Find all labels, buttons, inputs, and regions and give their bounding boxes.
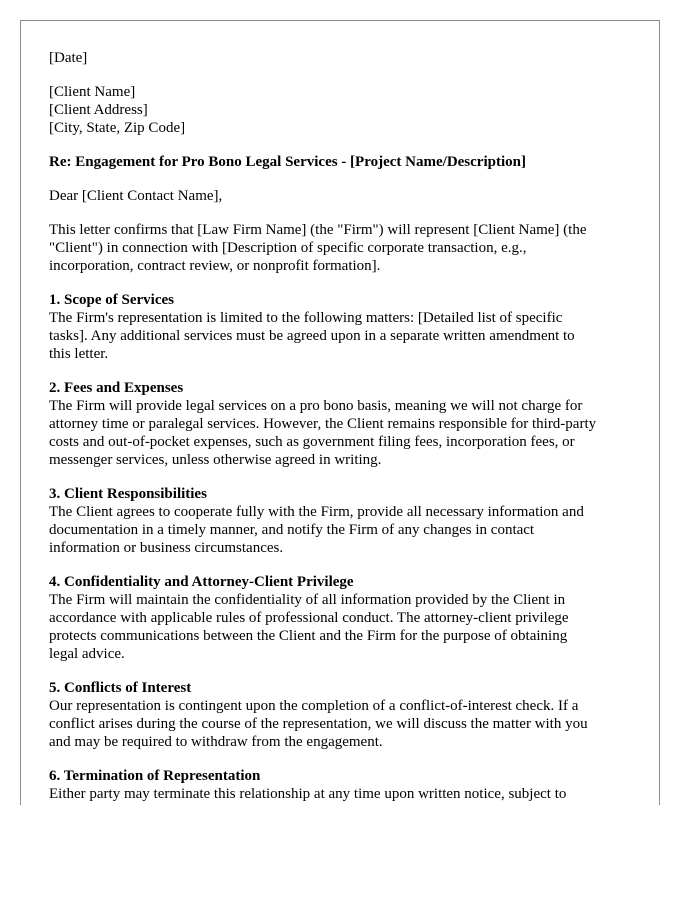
section-title: 1. Scope of Services [49, 292, 174, 308]
intro-paragraph [49, 221, 633, 275]
salutation: Dear [Client Contact Name], [49, 188, 223, 204]
salutation-block [49, 187, 633, 205]
section-title: 5. Conflicts of Interest [49, 680, 192, 696]
section-line: The Firm will provide legal services on a pro bono basis, meaning we will not charge for [49, 398, 583, 414]
section-line: legal advice. [49, 646, 125, 662]
letter-page [20, 20, 660, 805]
section-line: costs and out-of-pocket expenses, such as government filing fees, incorporation fees, or [49, 434, 575, 450]
intro-line: incorporation, contract review, or nonprofit formation]. [49, 258, 381, 274]
section-line: accordance with applicable rules of professional conduct. The attorney-client privilege [49, 610, 569, 626]
intro-line: "Client") in connection with [Description of specific corporate transaction, e.g., [49, 240, 527, 256]
section-line: attorney time or paralegal services. However, the Client remains responsible for third-party [49, 416, 597, 432]
section-line: The Firm's representation is limited to the following matters: [Detailed list of specific [49, 310, 563, 326]
section-title: 3. Client Responsibilities [49, 486, 207, 502]
recipient-address-block [49, 83, 633, 137]
section-line: protects communications between the Client and the Firm for the purpose of obtaining [49, 628, 568, 644]
section-line: Our representation is contingent upon the completion of a conflict-of-interest check. If a [49, 698, 579, 714]
recipient-city-state-zip: [City, State, Zip Code] [49, 120, 186, 136]
letter-date: [Date] [49, 50, 88, 66]
section-termination [49, 767, 633, 803]
section-conflicts-of-interest [49, 679, 633, 751]
intro-line: This letter confirms that [Law Firm Name] (the "Firm") will represent [Client Name] (the [49, 222, 587, 238]
section-line: tasks]. Any additional services must be agreed upon in a separate written amendment to [49, 328, 575, 344]
section-title: 4. Confidentiality and Attorney-Client Privilege [49, 574, 354, 590]
recipient-address: [Client Address] [49, 102, 148, 118]
section-line: The Client agrees to cooperate fully with the Firm, provide all necessary information and [49, 504, 584, 520]
subject-block [49, 153, 633, 171]
section-line: Either party may terminate this relationship at any time upon written notice, subject to [49, 786, 567, 802]
section-confidentiality [49, 573, 633, 663]
section-scope-of-services [49, 291, 633, 363]
section-line: and may be required to withdraw from the engagement. [49, 734, 383, 750]
section-fees-and-expenses [49, 379, 633, 469]
section-line: documentation in a timely manner, and notify the Firm of any changes in contact [49, 522, 535, 538]
section-line: conflict arises during the course of the representation, we will discuss the matter with you [49, 716, 588, 732]
date-block [49, 49, 633, 67]
letter-body [49, 49, 633, 805]
section-title: 2. Fees and Expenses [49, 380, 184, 396]
section-title: 6. Termination of Representation [49, 768, 261, 784]
recipient-name: [Client Name] [49, 84, 136, 100]
section-line: this letter. [49, 346, 109, 362]
section-line: messenger services, unless otherwise agreed in writing. [49, 452, 382, 468]
section-line: The Firm will maintain the confidentiality of all information provided by the Client in [49, 592, 566, 608]
section-client-responsibilities [49, 485, 633, 557]
section-line: information or business circumstances. [49, 540, 284, 556]
subject-line: Re: Engagement for Pro Bono Legal Services - [Project Name/Description] [49, 154, 526, 170]
